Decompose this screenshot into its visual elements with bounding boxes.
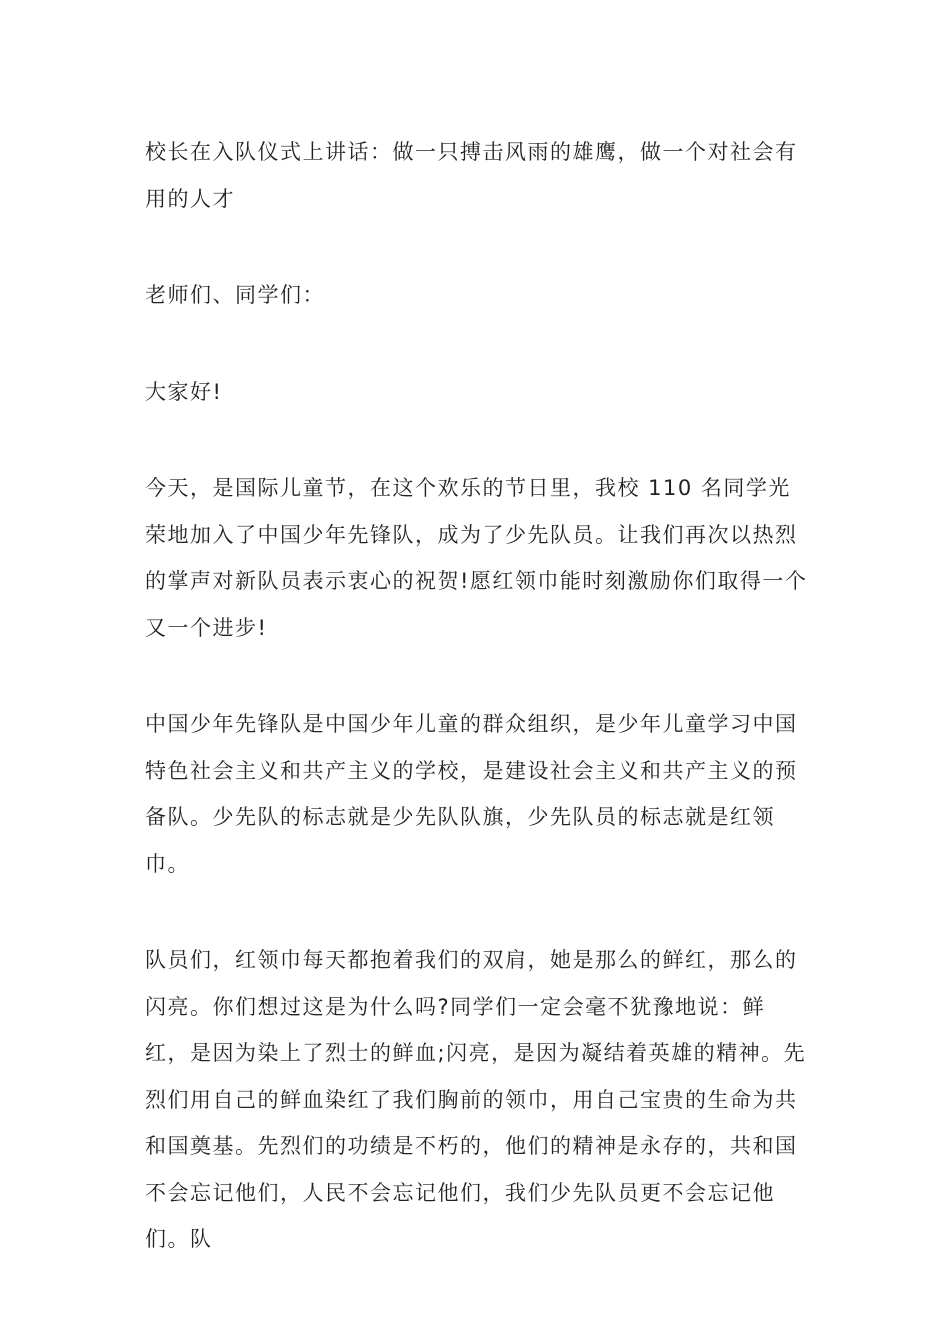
salutation-line: 大家好! xyxy=(145,379,223,404)
greeting-line: 老师们、同学们： xyxy=(145,283,325,307)
paragraph-1: 今天，是国际儿童节，在这个欢乐的节日里，我校 110 名同学光荣地加入了中国少年先锋队，成为了少先队员。让我们再次以热烈的掌声对新队员表示衷心的祝贺!愿红领巾能时刻激励你们取得一个又一个进步! xyxy=(145,476,808,640)
document-body xyxy=(145,129,810,1263)
paragraph-2: 中国少年先锋队是中国少年儿童的群众组织，是少年儿童学习中国特色社会主义和共产主义的学校，是建设社会主义和共产主义的预备队。少先队的标志就是少先队队旗，少先队员的标志就是红领巾。 xyxy=(145,712,798,876)
paragraph-3: 队员们，红领巾每天都抱着我们的双肩，她是那么的鲜红，那么的闪亮。你们想过这是为什么吗?同学们一定会毫不犹豫地说：鲜红，是因为染上了烈士的鲜血;闪亮，是因为凝结着英雄的精神。先烈们用自己的鲜血染红了我们胸前的领巾，用自己宝贵的生命为共和国奠基。先烈们的功绩是不朽的，他们的精神是永存的，共和国不会忘记他们，人民不会忘记他们，我们少先队员更不会忘记他们。队 xyxy=(145,948,807,1251)
document-title: 校长在入队仪式上讲话：做一只搏击风雨的雄鹰，做一个对社会有用的人才 xyxy=(145,140,798,211)
